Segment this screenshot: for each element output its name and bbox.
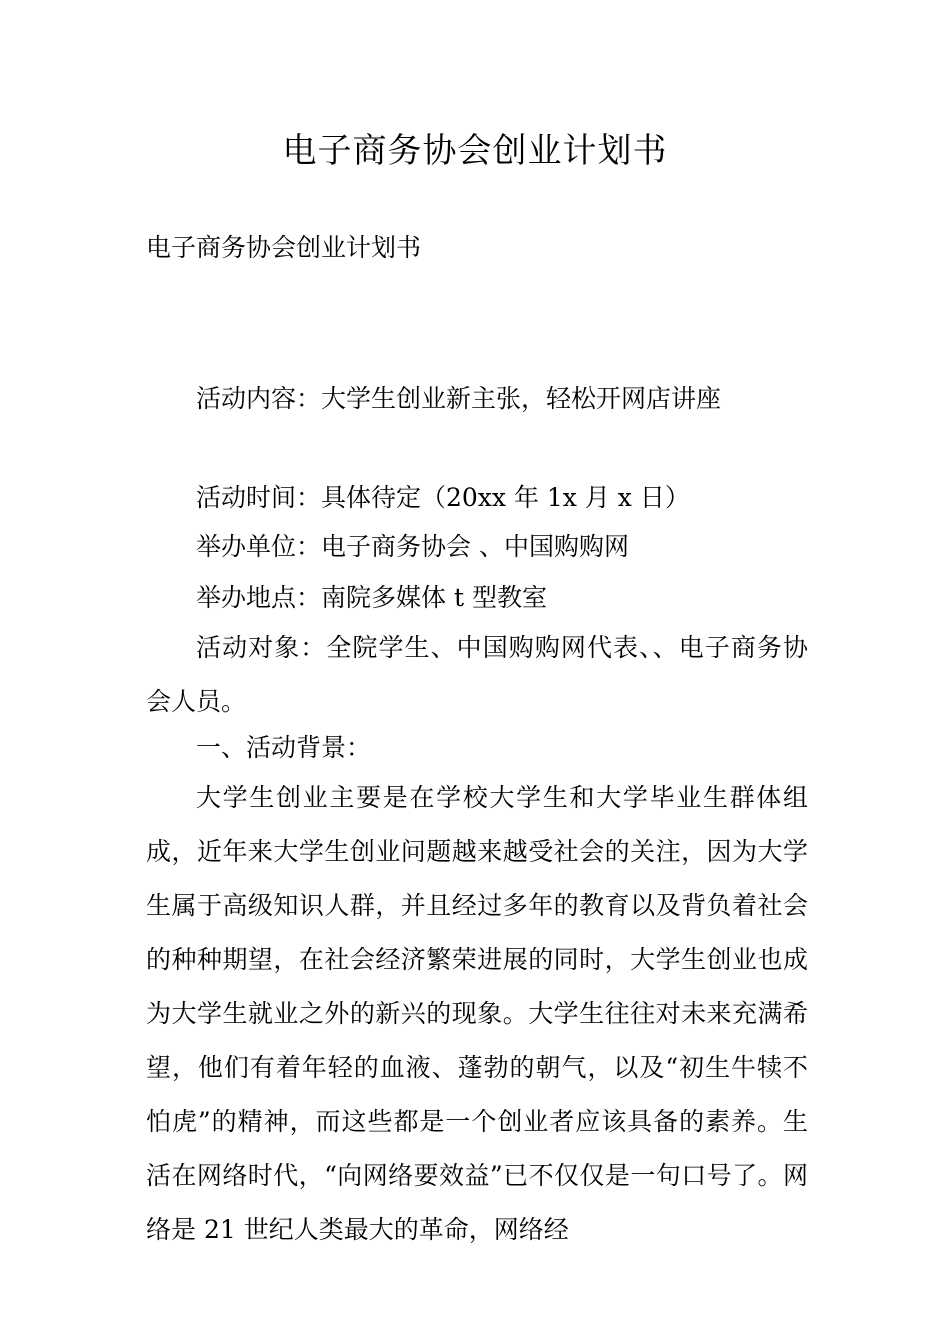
document-title: 电子商务协会创业计划书 xyxy=(282,131,668,171)
background-paragraph: 大学生创业主要是在学校大学生和大学毕业生群体组成，近年来大学生创业问题越来越受社会的关注，因为大学生属于高级知识人群，并且经过多年的教育以及背负着社会的种种期望，在社会经济繁荣进展的同时，大学生创业也成为大学生就业之外的新兴的现象。大学生往往对未来充满希望，他们有着年轻的血液、蓬勃的朝气，以及“初生牛犊不怕虎”的精神，而这些都是一个创业者应该具备的素养。生活在网络时代，“向网络要效益”已不仅仅是一句口号了。网络是 21 世纪人类最大的革命，网络经 xyxy=(146,783,808,1244)
audience-paragraph: 活动对象：全院学生、中国购购网代表、、电子商务协会人员。 xyxy=(146,633,808,716)
activity-time-line: 活动时间：具体待定（20xx 年 1x 月 x 日） xyxy=(196,483,690,512)
document-subtitle: 电子商务协会创业计划书 xyxy=(146,233,422,262)
organizer-line: 举办单位：电子商务协会 、中国购购网 xyxy=(196,532,629,561)
activity-content-line: 活动内容：大学生创业新主张，轻松开网店讲座 xyxy=(196,384,722,413)
section-heading-background: 一、活动背景： xyxy=(196,733,372,762)
venue-line: 举办地点：南院多媒体 t 型教室 xyxy=(196,583,547,612)
